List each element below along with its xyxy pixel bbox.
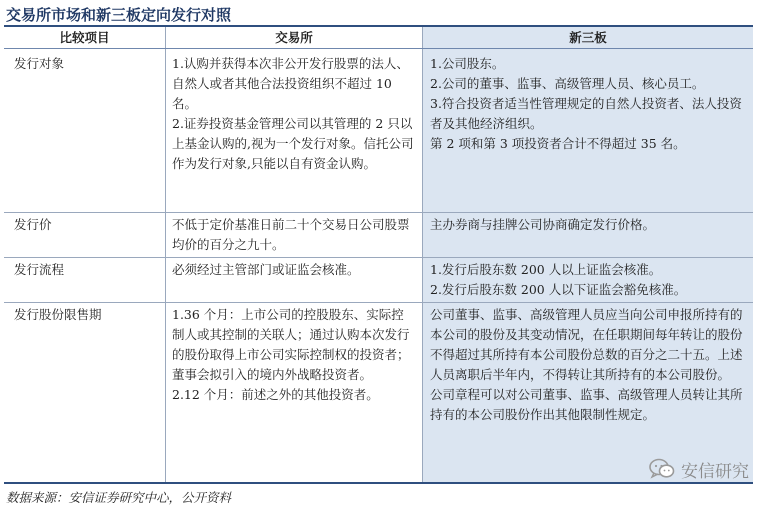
row-label: 发行流程 — [14, 262, 65, 277]
row-label: 发行价 — [14, 217, 52, 232]
exchange-item: 1.认购并获得本次非公开发行股票的法人、自然人或者其他合法投资组织不超过 10 名。 — [172, 56, 409, 111]
source-note: 数据来源：安信证券研究中心，公开资料 — [6, 490, 232, 505]
row-divider — [4, 302, 753, 303]
page-title: 交易所市场和新三板定向发行对照 — [6, 6, 232, 24]
exchange-item: 必须经过主管部门或证监会核准。 — [172, 262, 360, 277]
row-label: 发行股份限售期 — [14, 307, 102, 322]
exchange-item: 2.12 个月：前述之外的其他投资者。 — [172, 387, 379, 402]
watermark — [649, 456, 749, 482]
column-divider-1 — [165, 27, 166, 482]
neeq-cell — [430, 54, 748, 154]
row-label: 发行对象 — [14, 56, 65, 71]
exchange-cell — [172, 54, 414, 174]
header-exchange: 交易所 — [275, 30, 313, 45]
exchange-cell — [172, 260, 414, 280]
neeq-item: 2.公司的董事、监事、高级管理人员、核心员工。 — [430, 76, 705, 91]
neeq-item: 公司章程可以对公司董事、监事、高级管理人员转让其所持有的本公司股份作出其他限制性规定。 — [430, 387, 743, 422]
column-divider-2 — [422, 27, 423, 482]
row-divider — [4, 257, 753, 258]
neeq-cell — [430, 305, 748, 425]
neeq-item: 1.发行后股东数 200 人以上证监会核准。 — [430, 262, 662, 277]
neeq-item: 3.符合投资者适当性管理规定的自然人投资者、法人投资者及其他经济组织。 — [430, 96, 742, 131]
watermark-text: 安信研究 — [681, 461, 749, 482]
neeq-item: 公司董事、监事、高级管理人员应当向公司申报所持有的本公司的股份及其变动情况，在任职期间每年转让的股份不得超过其所持有本公司股份总数的百分之二十五。上述人员离职后半年内，不得转让其所持有的本公司股份。 — [430, 307, 743, 382]
bottom-rule — [4, 482, 753, 484]
header-neeq: 新三板 — [569, 30, 607, 45]
neeq-cell — [430, 260, 748, 300]
neeq-item: 1.公司股东。 — [430, 56, 505, 71]
header-compare-item: 比较项目 — [59, 30, 110, 45]
exchange-item: 不低于定价基准日前二十个交易日公司股票均价的百分之九十。 — [172, 217, 410, 252]
exchange-cell — [172, 305, 414, 405]
header-rule — [4, 48, 753, 49]
neeq-item: 主办券商与挂牌公司协商确定发行价格。 — [430, 217, 656, 232]
exchange-cell — [172, 215, 414, 255]
neeq-cell — [430, 215, 748, 235]
neeq-item: 第 2 项和第 3 项投资者合计不得超过 35 名。 — [430, 136, 686, 151]
wechat-icon — [649, 458, 675, 480]
exchange-item: 2.证券投资基金管理公司以其管理的 2 只以上基金认购的,视为一个发行对象。信托公司作为发行对象,只能以自有资金认购。 — [172, 116, 414, 171]
exchange-item: 1.36 个月：上市公司的控股股东、实际控制人或其控制的关联人；通过认购本次发行的股份取得上市公司实际控制权的投资者；董事会拟引入的境内外战略投资者。 — [172, 307, 410, 382]
row-divider — [4, 212, 753, 213]
neeq-item: 2.发行后股东数 200 人以下证监会豁免核准。 — [430, 282, 687, 297]
